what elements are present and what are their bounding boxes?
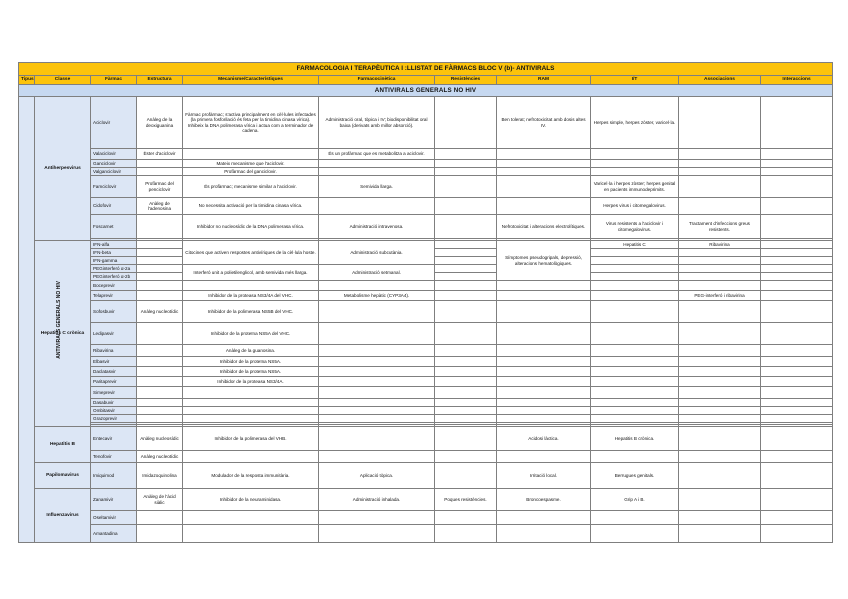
section-row — [19, 85, 833, 97]
pk-cell: Metabolisme hepàtic (CYP3A4). — [319, 291, 435, 301]
col-header: Associacions — [679, 76, 761, 85]
drug-name: Boceprevir — [91, 281, 137, 291]
header-row — [19, 76, 833, 85]
drug-name: Dasabuvir — [91, 399, 137, 407]
ram-cell: Acidosi làctica. — [497, 427, 591, 451]
table-row — [19, 451, 833, 463]
pk-cell: Administració oral, tòpica i IV; biodisponibilitat oral baixa (derivats amb millor absorció). — [319, 97, 435, 149]
table-row — [19, 215, 833, 239]
ram-cell: Símptomes pseudogripals, depressió, alteracions hematològiques. — [497, 241, 591, 281]
table-row — [19, 525, 833, 543]
it-cell: Herpes virus i citomegalovirus. — [591, 198, 679, 215]
it-cell: Hepatitis B crònica. — [591, 427, 679, 451]
drug-name: Sofosbuvir — [91, 301, 137, 323]
table-row — [19, 241, 833, 249]
ram-cell: Irritació local. — [497, 463, 591, 489]
drug-name: Daclatasvir — [91, 367, 137, 377]
drug-table — [18, 62, 833, 543]
structure-cell: Èster d'aciclovir — [137, 149, 183, 160]
pk-cell: Administració intravenosa. — [319, 215, 435, 239]
mechanism-cell: És profàrmac; mecanisme similar a l'aciclovir. — [183, 176, 319, 198]
drug-name: Grazoprevir — [91, 415, 137, 423]
title-row — [19, 63, 833, 76]
pk-cell: Aplicació tòpica. — [319, 463, 435, 489]
drug-name: IFN-beta — [91, 249, 137, 257]
it-cell: Herpes simple, herpes zòster, varicel·la. — [591, 97, 679, 149]
assoc-cell: Tractament d'infeccions greus resistents. — [679, 215, 761, 239]
structure-cell: Anàleg de l'àcid siàlic — [137, 489, 183, 511]
table-row — [19, 511, 833, 525]
drug-name: Foscarnet — [91, 215, 137, 239]
col-header: Resistències — [435, 76, 497, 85]
col-header: RAM — [497, 76, 591, 85]
assoc-cell — [679, 97, 761, 149]
it-cell: Berrugues genitals. — [591, 463, 679, 489]
table-row — [19, 323, 833, 345]
table-row — [19, 97, 833, 149]
table-row — [19, 301, 833, 323]
drug-name: PEGinterferó α-2b — [91, 273, 137, 281]
it-cell: Virus resistents a l'aciclovir i citomegalovirus. — [591, 215, 679, 239]
mechanism-cell: No necessita activació per la timidina cinasa vírica. — [183, 198, 319, 215]
tipus-label: ANTIVIRALS GENERALS NO HIV — [56, 280, 63, 359]
drug-name: IFN-alfa — [91, 241, 137, 249]
mechanism-cell: Inhibidor de la polimerasa del VHB. — [183, 427, 319, 451]
drug-name: Amantadina — [91, 525, 137, 543]
mechanism-cell: Inhibidor de la proteïna NS5A del VHC. — [183, 323, 319, 345]
resistance-cell — [435, 97, 497, 149]
mechanism-cell: Anàleg de la guanosina. — [183, 345, 319, 357]
drug-name: Ganciclovir — [91, 160, 137, 168]
mechanism-cell: Interferó unit a polietilenglicol, amb semivida més llarga. — [183, 265, 319, 281]
mechanism-cell: Inhibidor de la proteïna NS5A. — [183, 367, 319, 377]
col-header: Farmacocinètica — [319, 76, 435, 85]
table-row — [19, 463, 833, 489]
mechanism-cell: Citocines que activen respostes antivíriques de la cèl·lula hoste. — [183, 241, 319, 265]
table-row — [19, 427, 833, 451]
resistance-cell: Poques resistències. — [435, 489, 497, 511]
ram-cell: Broncoespasme. — [497, 489, 591, 511]
col-header: Classe — [35, 76, 91, 85]
ram-cell: Nefrotoxicitat i alteracions electrolítiques. — [497, 215, 591, 239]
group-hepatitis-c: Hepatitis C crònica — [35, 241, 91, 427]
assoc-cell: Ribavirina — [679, 241, 761, 249]
table-row — [19, 399, 833, 407]
table-row — [19, 160, 833, 168]
table-row — [19, 291, 833, 301]
drug-name: PEGinterferó α-2a — [91, 265, 137, 273]
drug-name: Valaciclovir — [91, 149, 137, 160]
pk-cell: Administració subcutània. — [319, 241, 435, 265]
col-header: I/T — [591, 76, 679, 85]
mechanism-cell: Profàrmac del ganciclovir. — [183, 168, 319, 176]
it-cell: Grip A i B. — [591, 489, 679, 511]
table-row — [19, 198, 833, 215]
drug-name: Entecavir — [91, 427, 137, 451]
structure-cell: Anàleg de la deoxiguanina — [137, 97, 183, 149]
col-header: Estructura — [137, 76, 183, 85]
table-row — [19, 489, 833, 511]
table-row — [19, 265, 833, 273]
mechanism-cell: Mateix mecanisme que l'aciclovir. — [183, 160, 319, 168]
group-papilomavirus: Papilomavirus — [35, 463, 91, 489]
table-row — [19, 281, 833, 291]
mechanism-cell: Inhibidor no nucleosídic de la DNA polimerasa vírica. — [183, 215, 319, 239]
drug-name: Imiquimod — [91, 463, 137, 489]
drug-name: Paritaprevir — [91, 377, 137, 387]
structure-cell: Imidazoquinolina — [137, 463, 183, 489]
table-row — [19, 387, 833, 399]
table-row — [19, 415, 833, 423]
structure-cell: Anàleg de l'adenosina — [137, 198, 183, 215]
table-row — [19, 168, 833, 176]
structure-cell: Anàleg nucleotídic — [137, 451, 183, 463]
group-antiherpesvirus: Antiherpesvirus — [35, 97, 91, 241]
table-row — [19, 377, 833, 387]
col-header: Interaccions — [761, 76, 833, 85]
table-row — [19, 149, 833, 160]
table-row — [19, 407, 833, 415]
sheet-title: FARMACOLOGIA I TERAPÈUTICA I :LLISTAT DE FÀRMACS BLOC V (b)- ANTIVIRALS — [19, 63, 833, 76]
drug-name: Aciclovir — [91, 97, 137, 149]
drug-name: Tenofovir — [91, 451, 137, 463]
drug-name: IFN-gamma — [91, 257, 137, 265]
ram-cell: Ben tolerat; nefrotoxicitat amb dosis altes IV. — [497, 97, 591, 149]
drug-name: Ribavirina — [91, 345, 137, 357]
drug-name: Simeprevir — [91, 387, 137, 399]
drug-name: Famciclovir — [91, 176, 137, 198]
drug-name: Elbasvir — [91, 357, 137, 367]
drug-name: Cidofovir — [91, 198, 137, 215]
structure-cell: Anàleg nucleotídic — [137, 301, 183, 323]
interactions-cell — [761, 97, 833, 149]
mechanism-cell: Inhibidor de la neuraminidasa. — [183, 489, 319, 511]
it-cell: Hepatitis C — [591, 241, 679, 249]
col-header: Mecanisme/Característiques — [183, 76, 319, 85]
section-title: ANTIVIRALS GENERALS NO HIV — [19, 85, 833, 97]
table-row — [19, 176, 833, 198]
pk-cell: Administració inhalada. — [319, 489, 435, 511]
group-hepatitis-b: Hepatitis B — [35, 427, 91, 463]
mechanism-cell: Inhibidor de la proteasa NS3/4A del VHC. — [183, 291, 319, 301]
mechanism-cell: Inhibidor de la proteïna NS5A. — [183, 357, 319, 367]
mechanism-cell: Inhibidor de la polimerasa NS5B del VHC. — [183, 301, 319, 323]
drug-name: Ombitasvir — [91, 407, 137, 415]
mechanism-cell: Modulador de la resposta immunitària. — [183, 463, 319, 489]
mechanism-cell: Inhibidor de la proteasa NS3/4A. — [183, 377, 319, 387]
mechanism-cell: Fàrmac profàrmac; s'activa principalment en cèl·lules infectades (la primera fosforilació és feta per la timidina cinasa vírica). Inhibeix la DNA polimerasa vírica i actua com a terminador de cadena. — [183, 97, 319, 149]
it-cell: Varicel·la i herpes zòster; herpes genital en pacients immunodeprimits. — [591, 176, 679, 198]
col-header: Fàrmac — [91, 76, 137, 85]
drug-name: Zanamivir — [91, 489, 137, 511]
mechanism-cell — [183, 149, 319, 160]
drug-name: Telaprevir — [91, 291, 137, 301]
drug-table-sheet — [18, 62, 832, 543]
table-row — [19, 345, 833, 357]
assoc-cell: PEG-interferó i ribavirina — [679, 291, 761, 301]
drug-name: Oseltamivir — [91, 511, 137, 525]
drug-name: Valganciclovir — [91, 168, 137, 176]
group-influenzavirus: Influenzavirus — [35, 489, 91, 543]
table-row — [19, 357, 833, 367]
pk-cell: Semivida llarga. — [319, 176, 435, 198]
table-row — [19, 367, 833, 377]
structure-cell: Profàrmac del penciclovir — [137, 176, 183, 198]
col-header: Tipus — [19, 76, 35, 85]
drug-name: Ledipasvir — [91, 323, 137, 345]
structure-cell: Anàleg nucleosídic — [137, 427, 183, 451]
pk-cell: És un profàrmac que es metabolitza a aciclovir. — [319, 149, 435, 160]
pk-cell: Administració setmanal. — [319, 265, 435, 281]
